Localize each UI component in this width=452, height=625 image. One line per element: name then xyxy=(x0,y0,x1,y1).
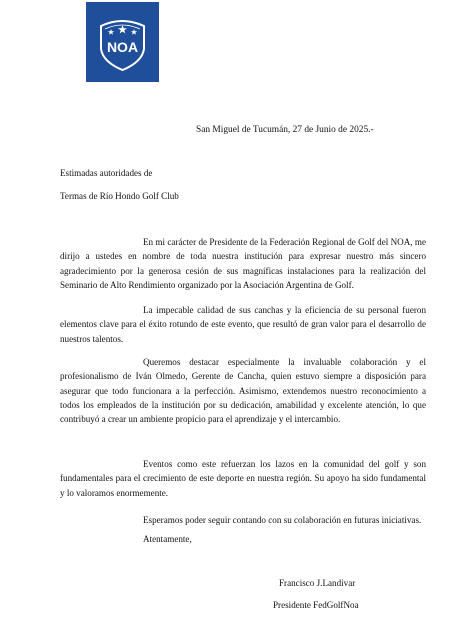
letter-paragraph-3 xyxy=(60,355,426,426)
paragraph-text: En mi carácter de Presidente de la Federación Regional de Golf del NOA, me dirijo a ustedes en nombre de toda nuestra institución para expresar nuestro más sincero agradecimiento por la generosa cesión de sus magníficas instalaciones para la realización del Seminario de Alto Rendimiento organizado por la Asociación Argentina de Golf. xyxy=(60,237,426,290)
letter-paragraph-1 xyxy=(60,235,426,292)
letter-paragraph-4 xyxy=(60,457,426,500)
paragraph-text: Eventos como este refuerzan los lazos en la comunidad del golf y son fundamentales para el crecimiento de este deporte en nuestra región. Su apoyo ha sido fundamental y lo valoramos enormemente. xyxy=(60,459,426,498)
letter-salutation: Estimadas autoridades de xyxy=(60,168,153,178)
signature-name: Francisco J.Landivar xyxy=(279,578,356,588)
signature-title: Presidente FedGolfNoa xyxy=(273,600,359,610)
letter-date: San Miguel de Tucumán, 27 de Junio de 2025.- xyxy=(196,125,374,135)
letter-recipient: Termas de Río Hondo Golf Club xyxy=(60,191,179,201)
paragraph-text: La impecable calidad de sus canchas y la eficiencia de su personal fueron elementos clave para el éxito rotundo de este evento, que resultó de gran valor para el desarrollo de nuestros talentos. xyxy=(60,305,426,344)
shield-emblem-icon xyxy=(86,2,159,82)
letter-paragraph-2 xyxy=(60,303,426,346)
letter-paragraph-5 xyxy=(60,513,426,527)
logo-text: NOA xyxy=(106,39,139,55)
letter-closing: Atentamente, xyxy=(143,534,192,544)
paragraph-text: Esperamos poder seguir contando con su colaboración en futuras iniciativas. xyxy=(143,515,422,525)
paragraph-text: Queremos destacar especialmente la invaluable colaboración y el profesionalismo de Iván Olmedo, Gerente de Cancha, quien estuvo siempre a disposición para asegurar que todo funcionara a la perfección. Asimismo, extendemos nuestro reconocimiento a todos los empleados de la institución por su dedicación, amabilidad y excelente atención, lo que contribuyó a crear un ambiente propicio para el aprendizaje y el intercambio. xyxy=(60,357,426,425)
noa-logo xyxy=(86,2,159,82)
